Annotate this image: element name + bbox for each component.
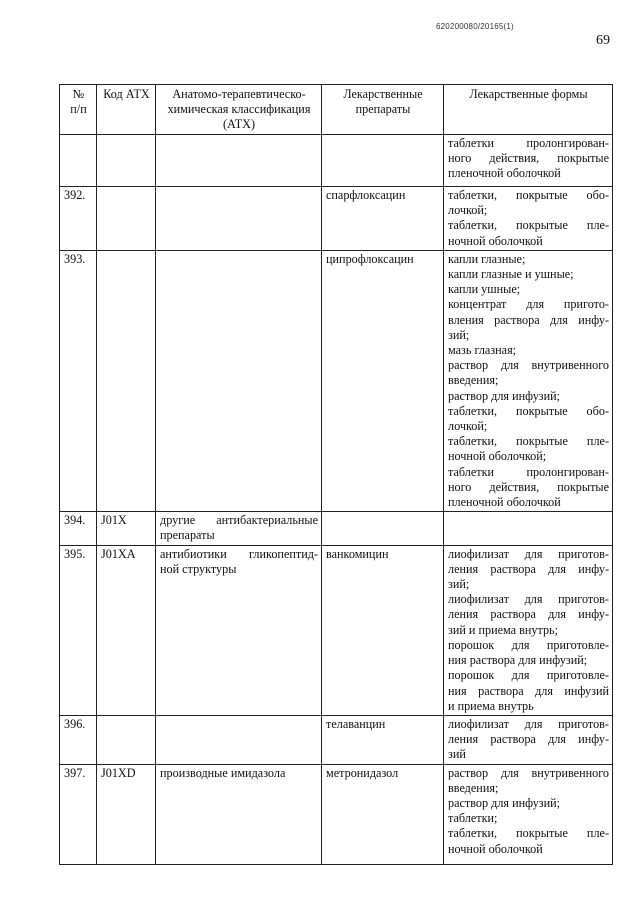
atc-classification [156,715,322,764]
dosage-forms: таблетки пролонгирован- ного действия, покрытые пленочной оболочкой [444,135,613,187]
table-row [60,512,613,545]
row-number: 397. [60,764,97,864]
table-row [60,715,613,764]
atc-classification: производные имидазола [156,764,322,864]
row-number [60,135,97,187]
header-number: № п/п [60,85,97,135]
header-atc-classification: Анатомо-терапевтическо- химическая классификация (АТХ) [156,85,322,135]
atc-code: J01XA [97,545,156,715]
page-number: 69 [596,33,610,48]
atc-drug-table [59,84,613,865]
drug-name: спарфлоксацин [322,187,444,251]
drug-name: метронидазол [322,764,444,864]
header-atc-code: Код АТХ [97,85,156,135]
header-dosage-forms: Лекарственные формы [444,85,613,135]
atc-classification: другие антибактериальные препараты [156,512,322,545]
dosage-forms [444,512,613,545]
table-row [60,764,613,864]
dosage-forms: таблетки, покрытые обо- лочкой; таблетки, покрытые пле- ночной оболочкой [444,187,613,251]
atc-code [97,250,156,511]
header-drugs: Лекарственные препараты [322,85,444,135]
atc-code: J01X [97,512,156,545]
atc-classification [156,187,322,251]
table-row [60,545,613,715]
atc-code: J01XD [97,764,156,864]
row-number: 396. [60,715,97,764]
row-number: 393. [60,250,97,511]
drug-name [322,512,444,545]
atc-code [97,187,156,251]
row-number: 395. [60,545,97,715]
atc-classification [156,250,322,511]
atc-classification: антибиотики гликопептид- ной структуры [156,545,322,715]
drug-name: телаванцин [322,715,444,764]
dosage-forms: лиофилизат для приготов- ления раствора для инфу- зий; лиофилизат для приготов- ления раствора для инфу- зий и приема внутрь; порошок для приготовле- ния раствора для инфузий; порошок для приготовле- ния раствора для инфузий и приема внутрь [444,545,613,715]
document-id: 620200080/20165(1) [436,22,514,31]
table-row [60,187,613,251]
table-row [60,135,613,187]
drug-name [322,135,444,187]
dosage-forms: лиофилизат для приготов- ления раствора для инфу- зий [444,715,613,764]
table-header-row [60,85,613,135]
atc-classification [156,135,322,187]
dosage-forms: раствор для внутривенного введения; раствор для инфузий; таблетки; таблетки, покрытые пле- ночной оболочкой [444,764,613,864]
atc-code [97,715,156,764]
row-number: 392. [60,187,97,251]
dosage-forms: капли глазные; капли глазные и ушные; капли ушные; концентрат для пригото- вления раствора для инфу- зий; мазь глазная; раствор для внутривенного введения; раствор для инфузий; таблетки, покрытые обо- лочкой; таблетки, покрытые пле- ночной оболочкой; таблетки пролонгирован- ного действия, покрытые пленочной оболочкой [444,250,613,511]
row-number: 394. [60,512,97,545]
table-row [60,250,613,511]
atc-code [97,135,156,187]
drug-name: ципрофлоксацин [322,250,444,511]
drug-name: ванкомицин [322,545,444,715]
